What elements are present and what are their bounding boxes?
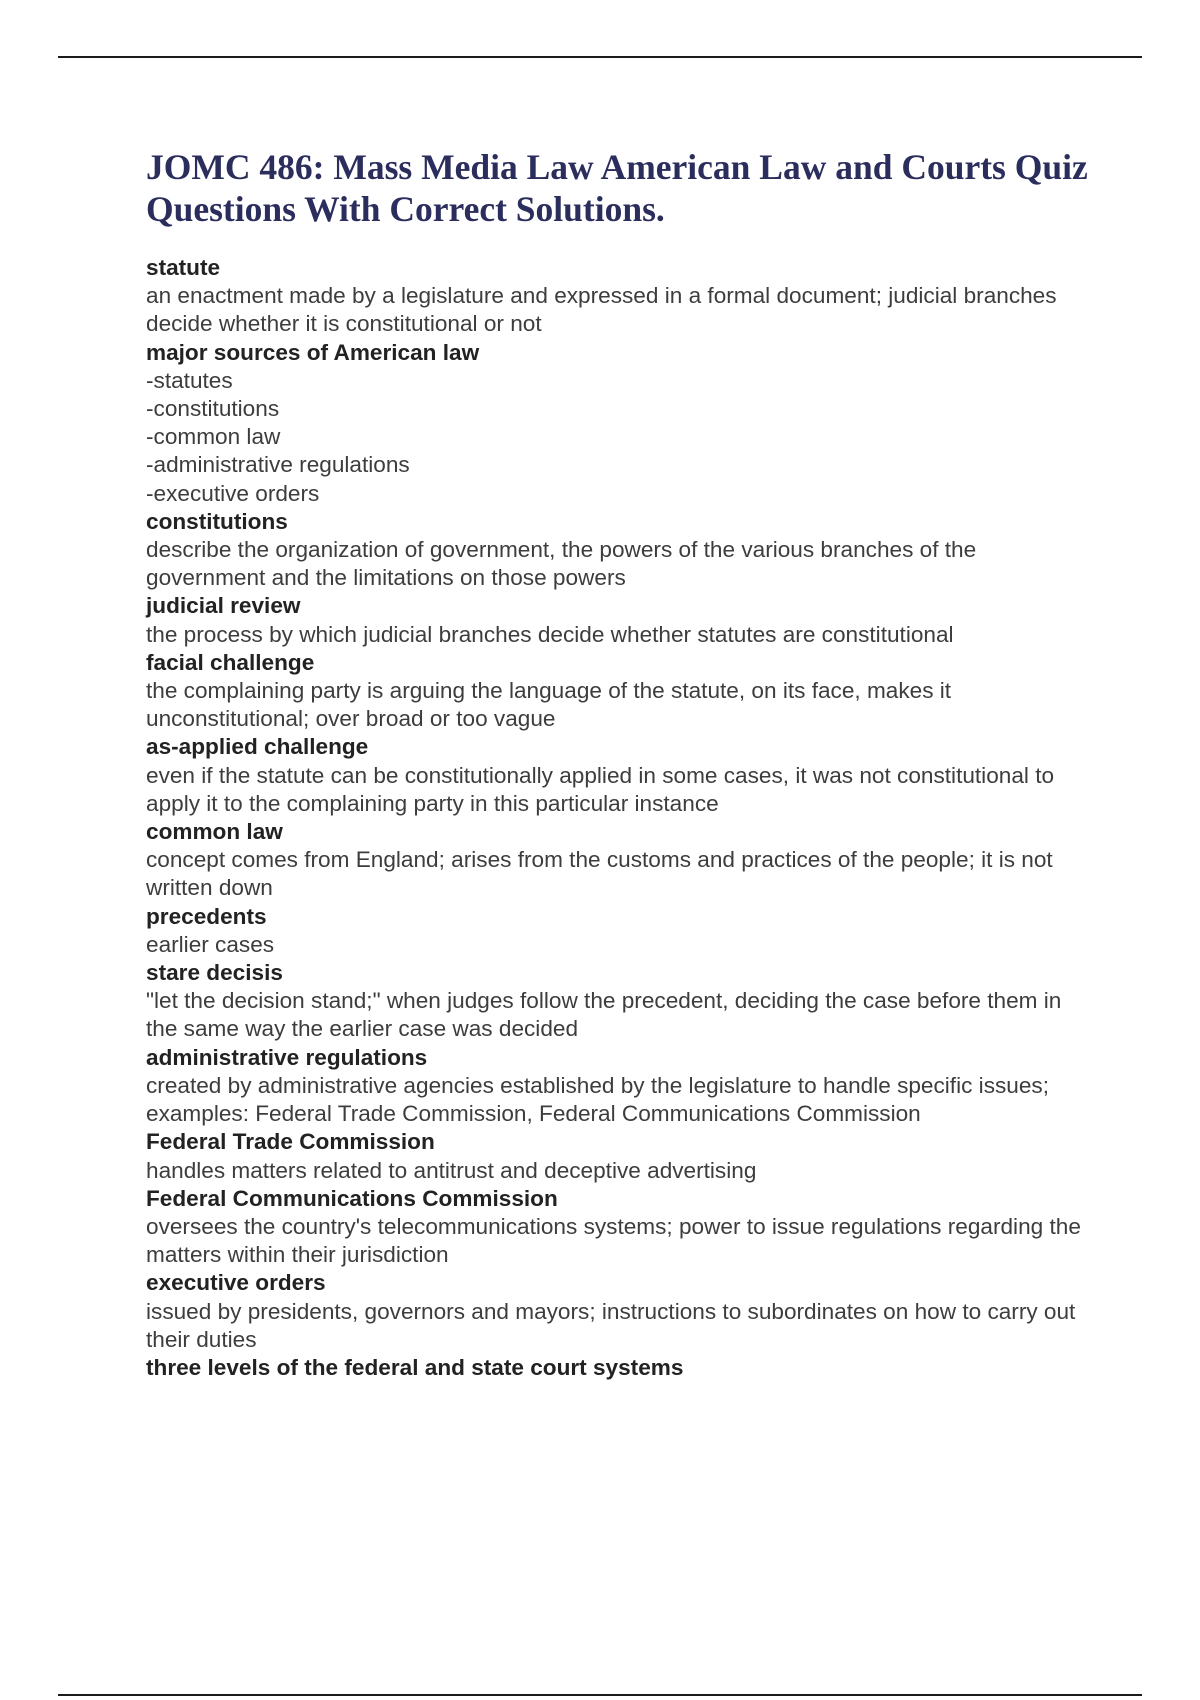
term-entry (146, 733, 1096, 818)
term-heading: judicial review (146, 593, 301, 619)
term-entry (146, 818, 1096, 903)
term-definition (146, 1157, 1096, 1185)
definition-line: -executive orders (146, 480, 320, 506)
term-entry (146, 1044, 1096, 1129)
definition-line: issued by presidents, governors and mayors; instructions to subordinates on how to carry out their duties (146, 1298, 1076, 1352)
term-entry (146, 592, 1096, 648)
definition-line: -administrative regulations (146, 452, 410, 478)
definition-line: -constitutions (146, 396, 280, 422)
term-heading: as-applied challenge (146, 734, 369, 760)
document-content (146, 146, 1096, 1382)
term-heading: constitutions (146, 508, 288, 534)
definition-line: an enactment made by a legislature and expressed in a formal document; judicial branches decide whether it is constitutional or not (146, 283, 1057, 337)
term-entry (146, 649, 1096, 734)
term-definition (146, 1213, 1096, 1269)
term-heading: Federal Communications Commission (146, 1185, 558, 1211)
definition-line: describe the organization of government, the powers of the various branches of the government and the limitations on those powers (146, 537, 977, 591)
definition-line: earlier cases (146, 931, 275, 957)
definition-line: -common law (146, 424, 281, 450)
term-entry (146, 508, 1096, 593)
term-heading: executive orders (146, 1270, 326, 1296)
term-heading: common law (146, 819, 283, 845)
definition-line: the process by which judicial branches decide whether statutes are constitutional (146, 621, 954, 647)
term-heading: facial challenge (146, 649, 315, 675)
definition-line: concept comes from England; arises from the customs and practices of the people; it is not written down (146, 847, 1053, 901)
term-entry (146, 1185, 1096, 1270)
definition-line: "let the decision stand;" when judges follow the precedent, deciding the case before them in the same way the earlier case was decided (146, 988, 1062, 1042)
footer-rule (58, 1694, 1142, 1696)
term-entry (146, 1354, 1096, 1382)
term-entry (146, 254, 1096, 339)
page-title: JOMC 486: Mass Media Law American Law and Courts Quiz Questions With Correct Solutions. (146, 147, 1088, 229)
term-entry (146, 959, 1096, 1044)
term-heading: precedents (146, 903, 267, 929)
term-definition (146, 677, 1096, 733)
term-heading: major sources of American law (146, 339, 480, 365)
term-heading: stare decisis (146, 960, 283, 986)
definition-line: created by administrative agencies established by the legislature to handle specific issues; examples: Federal Trade Commission, Federal Communications Commission (146, 1072, 1049, 1127)
term-entry (146, 903, 1096, 959)
term-definition (146, 367, 1096, 508)
header-rule (58, 56, 1142, 58)
term-entry (146, 1269, 1096, 1354)
definition-line: even if the statute can be constitutionally applied in some cases, it was not constitutional to apply it to the complaining party in this particular instance (146, 762, 1055, 816)
term-heading: three levels of the federal and state court systems (146, 1354, 684, 1380)
definition-line: the complaining party is arguing the language of the statute, on its face, makes it unconstitutional; over broad or too vague (146, 678, 952, 732)
definition-line: -statutes (146, 367, 233, 393)
term-definition (146, 846, 1096, 902)
term-definition (146, 536, 1096, 592)
term-definition (146, 282, 1096, 338)
term-entry (146, 339, 1096, 508)
term-list (146, 254, 1096, 1382)
term-heading: statute (146, 255, 221, 280)
term-definition (146, 931, 1096, 959)
definition-line: oversees the country's telecommunications systems; power to issue regulations regarding the matters within their jurisdiction (146, 1213, 1081, 1268)
term-heading: Federal Trade Commission (146, 1129, 435, 1155)
term-definition (146, 1298, 1096, 1354)
term-heading: administrative regulations (146, 1044, 428, 1070)
term-definition (146, 762, 1096, 818)
definition-line: handles matters related to antitrust and deceptive advertising (146, 1157, 757, 1183)
term-definition (146, 987, 1096, 1043)
term-definition (146, 1072, 1096, 1128)
term-entry (146, 1128, 1096, 1184)
term-definition (146, 621, 1096, 649)
